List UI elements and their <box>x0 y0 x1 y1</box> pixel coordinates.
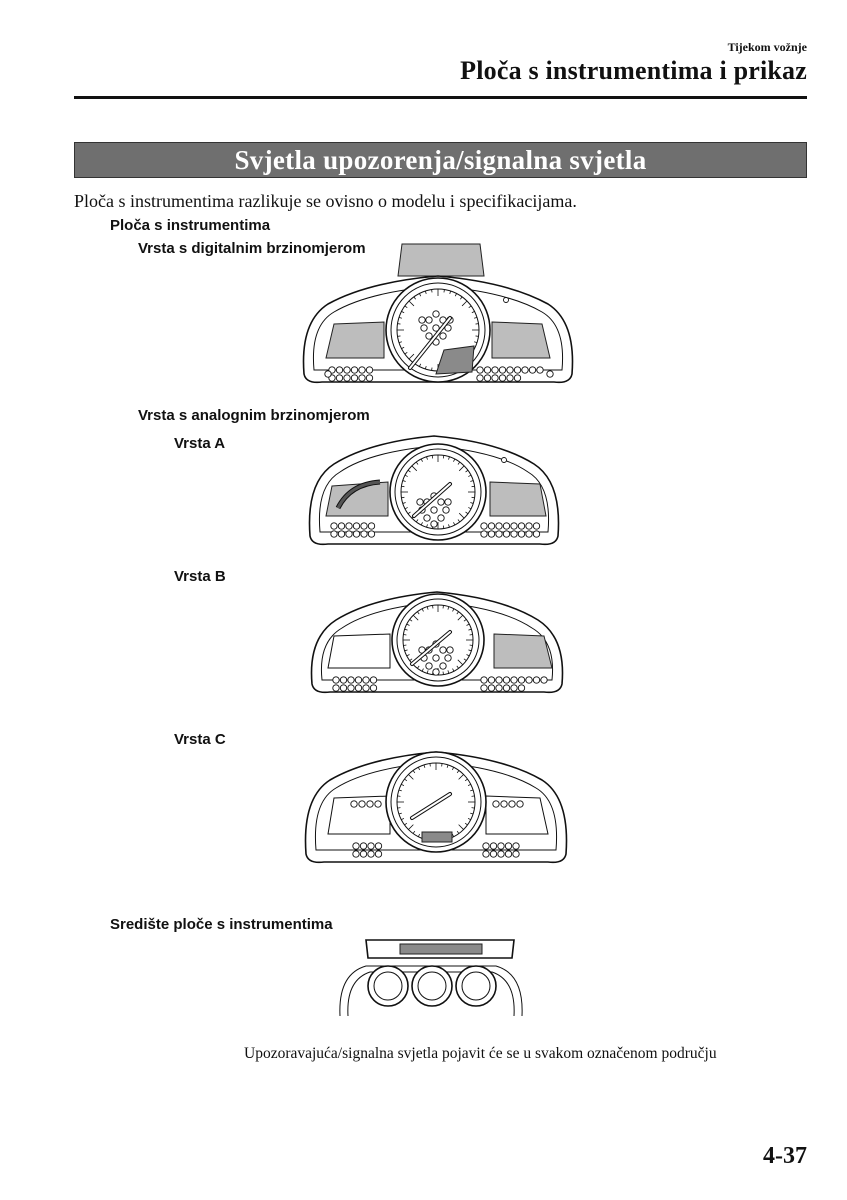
type-c-left-panel-row-indicator <box>375 801 381 807</box>
digital-right-row1-indicator <box>484 367 490 373</box>
type-b-left-row1-indicator <box>348 677 354 683</box>
type-b-right-row1-indicator <box>503 677 509 683</box>
intro-text: Ploča s instrumentima razlikuje se ovisno o modelu i specifikacijama. <box>74 191 577 211</box>
type-b-left-row1-indicator <box>363 677 369 683</box>
digital-right-row1-indicator <box>514 367 520 373</box>
digital-left-row2-indicator <box>359 375 365 381</box>
digital-left-row1-indicator <box>351 367 357 373</box>
type-a-right-row2-indicator <box>481 531 487 537</box>
digital-right-row1-indicator <box>537 367 543 373</box>
type-a-right-row2-indicator <box>533 531 539 537</box>
type-a-indicator <box>438 515 444 521</box>
label-type-b: Vrsta B <box>174 568 226 585</box>
type-b-left-row2-indicator <box>363 685 369 691</box>
type-b-left-row2-indicator <box>340 685 346 691</box>
type-b-indicator <box>447 647 453 653</box>
digital-left-row1-indicator <box>359 367 365 373</box>
type-b-left-row2-indicator <box>348 685 354 691</box>
type-a-left-row1-indicator <box>331 523 337 529</box>
type-a-right-row1-indicator <box>526 523 532 529</box>
type-b-right-row1-indicator <box>496 677 502 683</box>
type-b-right-row1-indicator <box>488 677 494 683</box>
instrument-cluster-digital-illustration <box>298 238 578 388</box>
type-a-left-row2-indicator <box>331 531 337 537</box>
type-b-right-display <box>494 634 552 668</box>
digital-right-edge-indicator <box>547 371 553 377</box>
type-a-indicator <box>431 507 437 513</box>
digital-right-row2-indicator <box>477 375 483 381</box>
type-c-left-row2-indicator <box>368 851 374 857</box>
type-a-right-row1-indicator <box>481 523 487 529</box>
label-analog-type: Vrsta s analognim brzinomjerom <box>138 407 370 424</box>
digital-indicator <box>440 333 446 339</box>
type-a-right-row1-indicator <box>533 523 539 529</box>
type-a-right-row2-indicator <box>518 531 524 537</box>
type-a-right-row1-indicator <box>503 523 509 529</box>
digital-right-row2-indicator <box>492 375 498 381</box>
type-c-right-panel-row-indicator <box>501 801 507 807</box>
type-c-left-row1-indicator <box>353 843 359 849</box>
digital-sensor <box>504 298 509 303</box>
type-b-indicator <box>445 655 451 661</box>
digital-right-row1-indicator <box>499 367 505 373</box>
type-c-left-panel-row-indicator <box>351 801 357 807</box>
type-b-right-row2-indicator <box>511 685 517 691</box>
type-c-left-row2-indicator <box>353 851 359 857</box>
type-a-indicator <box>424 515 430 521</box>
digital-indicator <box>426 333 432 339</box>
type-c-right-row1-indicator <box>483 843 489 849</box>
type-a-right-row1-indicator <box>511 523 517 529</box>
label-center-cluster: Središte ploče s instrumentima <box>110 916 333 933</box>
label-type-c: Vrsta C <box>174 731 226 748</box>
center-highlighted-area <box>400 944 482 954</box>
type-b-right-row2-indicator <box>503 685 509 691</box>
type-c-right-row1-indicator <box>505 843 511 849</box>
digital-right-row2-indicator <box>499 375 505 381</box>
type-c-right-row2-indicator <box>498 851 504 857</box>
instrument-cluster-type-c-illustration <box>300 746 572 868</box>
type-c-left-row1-indicator <box>360 843 366 849</box>
digital-left-edge-indicator <box>325 371 331 377</box>
type-a-indicator <box>445 499 451 505</box>
type-a-right-row2-indicator <box>511 531 517 537</box>
digital-right-row2-indicator <box>484 375 490 381</box>
digital-left-row1-indicator <box>344 367 350 373</box>
type-c-right-row2-indicator <box>483 851 489 857</box>
instrument-cluster-type-b-illustration <box>306 586 568 698</box>
topic-banner-title: Svjetla upozorenja/signalna svjetla <box>234 144 647 175</box>
type-a-left-row1-indicator <box>361 523 367 529</box>
type-c-left-row2-indicator <box>375 851 381 857</box>
digital-indicator <box>421 325 427 331</box>
type-c-left-row2-indicator <box>360 851 366 857</box>
type-b-indicator <box>433 669 439 675</box>
type-a-indicator <box>443 507 449 513</box>
type-a-right-row1-indicator <box>518 523 524 529</box>
type-a-right-row1-indicator <box>488 523 494 529</box>
type-b-indicator <box>440 663 446 669</box>
type-c-right-row1-indicator <box>498 843 504 849</box>
label-digital-type: Vrsta s digitalnim brzinomjerom <box>138 240 366 257</box>
type-b-right-row1-indicator <box>526 677 532 683</box>
digital-right-row1-indicator <box>522 367 528 373</box>
type-b-left-row1-indicator <box>355 677 361 683</box>
type-c-left-row1-indicator <box>368 843 374 849</box>
type-c-left-panel-row-indicator <box>359 801 365 807</box>
type-a-indicator <box>417 499 423 505</box>
type-c-left-row1-indicator <box>375 843 381 849</box>
type-a-left-row1-indicator <box>346 523 352 529</box>
digital-left-display <box>326 322 384 358</box>
digital-left-row2-indicator <box>351 375 357 381</box>
type-a-left-row2-indicator <box>368 531 374 537</box>
type-a-right-row2-indicator <box>496 531 502 537</box>
type-b-indicator <box>433 655 439 661</box>
type-c-right-row2-indicator <box>513 851 519 857</box>
digital-right-row2-indicator <box>507 375 513 381</box>
label-instrument-cluster: Ploča s instrumentima <box>110 217 271 234</box>
type-c-center-readout <box>422 832 452 842</box>
type-c-right-row2-indicator <box>490 851 496 857</box>
type-b-right-row1-indicator <box>533 677 539 683</box>
digital-indicator <box>426 317 432 323</box>
digital-left-row2-indicator <box>336 375 342 381</box>
type-b-right-row1-indicator <box>518 677 524 683</box>
type-a-right-row2-indicator <box>526 531 532 537</box>
type-a-left-row1-indicator <box>353 523 359 529</box>
label-type-a: Vrsta A <box>174 435 226 452</box>
type-c-left-panel-row-indicator <box>367 801 373 807</box>
type-a-left-row1-indicator <box>368 523 374 529</box>
type-b-left-row2-indicator <box>333 685 339 691</box>
type-b-right-row1-indicator <box>511 677 517 683</box>
type-c-right-panel-row-indicator <box>509 801 515 807</box>
center-display-illustration <box>336 936 526 1020</box>
type-a-left-row2-indicator <box>353 531 359 537</box>
digital-right-display <box>492 322 550 358</box>
type-c-right-panel-row-indicator <box>493 801 499 807</box>
digital-indicator <box>419 317 425 323</box>
digital-left-row1-indicator <box>336 367 342 373</box>
digital-right-row1-indicator <box>477 367 483 373</box>
type-a-right-row2-indicator <box>503 531 509 537</box>
type-b-left-row2-indicator <box>370 685 376 691</box>
type-a-left-row2-indicator <box>338 531 344 537</box>
digital-indicator <box>433 311 439 317</box>
digital-right-row1-indicator <box>492 367 498 373</box>
type-c-right-row1-indicator <box>490 843 496 849</box>
digital-left-row1-indicator <box>366 367 372 373</box>
chapter-label: Tijekom vožnje <box>727 40 807 54</box>
type-a-left-row1-indicator <box>338 523 344 529</box>
type-b-left-row2-indicator <box>355 685 361 691</box>
type-b-right-row2-indicator <box>488 685 494 691</box>
type-a-right-row2-indicator <box>488 531 494 537</box>
type-b-left-row1-indicator <box>370 677 376 683</box>
type-b-right-row2-indicator <box>481 685 487 691</box>
type-a-left-row2-indicator <box>346 531 352 537</box>
type-c-right-row1-indicator <box>513 843 519 849</box>
section-title: Ploča s instrumentima i prikaz <box>460 56 807 85</box>
type-b-left-row1-indicator <box>333 677 339 683</box>
header-divider <box>74 96 807 99</box>
type-b-indicator <box>440 647 446 653</box>
type-c-right-panel-row-indicator <box>517 801 523 807</box>
type-a-indicator <box>438 499 444 505</box>
type-b-left-row1-indicator <box>340 677 346 683</box>
type-b-indicator <box>426 663 432 669</box>
type-a-left-row2-indicator <box>361 531 367 537</box>
digital-right-row2-indicator <box>514 375 520 381</box>
topic-banner <box>74 142 807 178</box>
type-a-right-display <box>490 482 546 516</box>
type-a-right-row1-indicator <box>496 523 502 529</box>
page-number: 4-37 <box>763 1143 807 1169</box>
digital-left-row2-indicator <box>344 375 350 381</box>
type-a-sensor <box>502 458 507 463</box>
digital-left-row2-indicator <box>366 375 372 381</box>
head-up-display-panel <box>398 244 484 276</box>
type-b-right-row1-indicator <box>541 677 547 683</box>
type-c-right-row2-indicator <box>505 851 511 857</box>
type-b-right-row1-indicator <box>481 677 487 683</box>
digital-right-row1-indicator <box>507 367 513 373</box>
type-b-right-row2-indicator <box>496 685 502 691</box>
instrument-cluster-type-a-illustration <box>304 430 564 550</box>
caption-text: Upozoravajuća/signalna svjetla pojavit će se u svakom označenom području <box>244 1045 717 1062</box>
type-b-right-row2-indicator <box>518 685 524 691</box>
type-a-indicator <box>431 521 437 527</box>
digital-right-row1-indicator <box>529 367 535 373</box>
